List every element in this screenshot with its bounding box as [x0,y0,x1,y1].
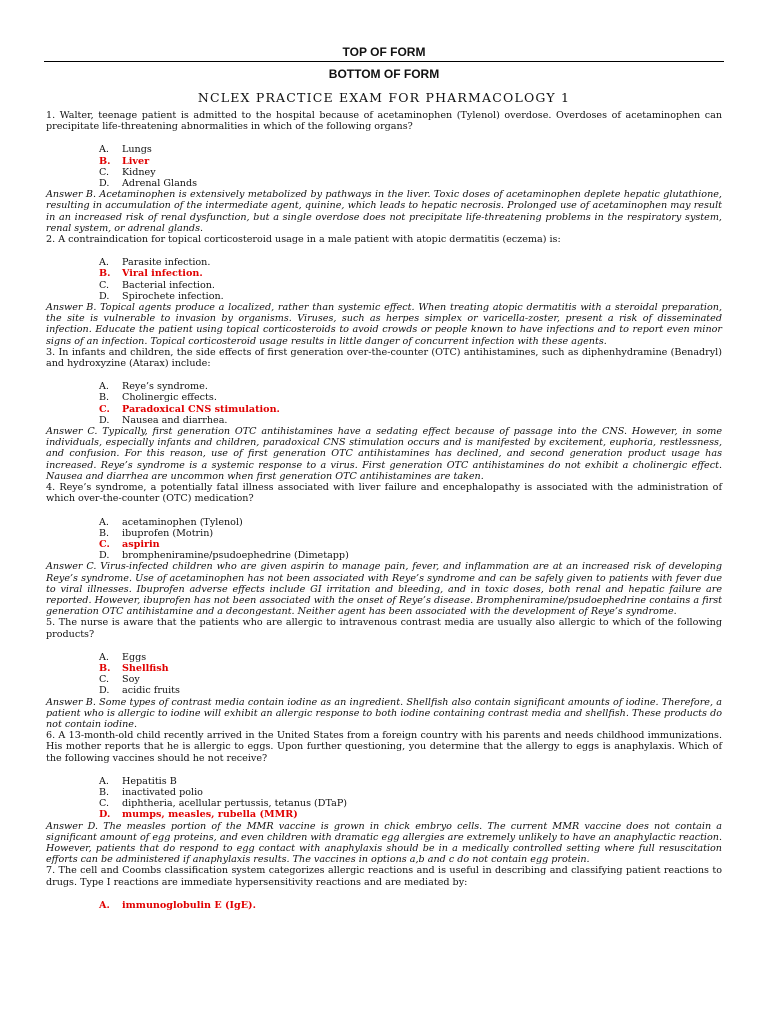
option-letter: C. [99,403,110,415]
option-text: ibuprofen (Motrin) [122,527,214,539]
option-text: Reye’s syndrome. [122,381,208,393]
correct-option [46,268,722,279]
answer-option [46,392,722,403]
correct-option [46,900,722,911]
option-text: brompheniramine/psudoephedrine (Dimetapp) [122,550,349,562]
option-letter: C. [99,798,110,810]
bottom-of-form-label: BOTTOM OF FORM [328,67,440,81]
option-letter: D. [99,809,111,821]
option-text: diphtheria, acellular pertussis, tetanus (DTaP) [122,798,348,810]
option-text: Soy [122,674,140,686]
option-letter: B. [99,155,111,167]
option-letter: A. [99,899,110,911]
option-text: Spirochete infection. [122,290,224,302]
question-block [46,110,722,234]
option-text: Parasite infection. [122,257,211,269]
option-text: immunoglobulin E (IgE). [122,899,256,911]
options-list [46,776,722,821]
option-letter: D. [99,550,110,562]
answer-option [46,381,722,392]
answer-option [46,776,722,787]
option-text: Shellfish [122,662,169,674]
question-block [46,347,722,482]
answer-option [46,787,722,798]
options-list [46,517,722,562]
option-text: Lungs [122,144,152,156]
option-text: mumps, measles, rubella (MMR) [122,809,298,821]
answer-option [46,550,722,561]
questions-container [46,110,722,911]
answer-option [46,178,722,189]
question-text: 1. Walter, teenage patient is admitted to the hospital because of acetaminophen (Tylenol) overdose. Overdoses of acetaminophen can precipitate life-threatening abnormalities in which of the following organs? [46,110,722,133]
answer-option [46,167,722,178]
option-letter: C. [99,166,110,178]
option-text: Adrenal Glands [122,178,198,190]
options-list [46,381,722,426]
answer-option [46,280,722,291]
option-text: Eggs [122,651,147,663]
question-block [46,865,722,911]
option-letter: B. [99,786,110,798]
option-text: Bacterial infection. [122,279,215,291]
options-list [46,257,722,302]
top-of-form-label: TOP OF FORM [342,45,426,59]
option-letter: D. [99,685,110,697]
options-list [46,652,722,697]
exam-title: NCLEX PRACTICE EXAM FOR PHARMACOLOGY 1 [197,90,571,105]
option-letter: A. [99,775,109,787]
option-text: acidic fruits [122,685,180,697]
question-block [46,617,722,730]
question-text: 6. A 13-month-old child recently arrived in the United States from a foreign country with his parents and needs childhood immunizations. His mother reports that he is allergic to eggs. Upon further questioning, you determine that the allergy to eggs is anaphylaxis. Which of the following vaccines should he not receive? [46,730,722,764]
answer-explanation: Answer B. Topical agents produce a localized, rather than systemic effect. When treating atopic dermatitis with a steroidal preparation, the site is vulnerable to invasion by organisms. Viruses, such as herpes simplex or varicella-zoster, present a risk of disseminated infection. Educate the patient using topical corticosteroids to avoid crowds or people known to have infections and to report even minor signs of an infection. Topical corticosteroid usage results in little danger of concurrent infection with these agents. [46,302,722,347]
correct-option [46,156,722,167]
answer-option [46,257,722,268]
option-text: acetaminophen (Tylenol) [122,516,243,528]
option-text: Paradoxical CNS stimulation. [122,403,280,415]
question-block [46,482,722,617]
question-text: 5. The nurse is aware that the patients who are allergic to intravenous contrast media are usually also allergic to which of the following products? [46,617,722,640]
question-block [46,730,722,865]
option-letter: B. [99,527,110,539]
correct-option [46,539,722,550]
answer-option [46,517,722,528]
option-text: Kidney [122,166,156,178]
option-letter: A. [99,516,109,528]
answer-explanation: Answer C. Virus-infected children who are given aspirin to manage pain, fever, and inflammation are at an increased risk of developing Reye’s syndrome. Use of acetaminophen has not been associated with Reye’s syndrome and can be safely given to patients with fever due to viral illnesses. Ibuprofen adverse effects include GI irritation and bleeding, and in toxic doses, both renal and hepatic failure are reported. However, ibuprofen has not been associated with the onset of Reye’s disease. Brompheniramine/psudoephedrine contains a first generation OTC antihistamine and a decongestant. Neither agent has been associated with the development of Reye’s syndrome. [46,561,722,618]
answer-option [46,291,722,302]
answer-explanation: Answer C. Typically, first generation OTC antihistamines have a sedating effect because of passage into the CNS. However, in some individuals, especially infants and children, paradoxical CNS stimulation occurs and is manifested by excitement, euphoria, restlessness, and confusion. For this reason, use of first generation OTC antihistamines has declined, and second generation product usage has increased. Reye’s syndrome is a systemic response to a virus. First generation OTC antihistamines do not exhibit a cholinergic effect. Nausea and diarrhea are uncommon when first generation OTC antihistamines are taken. [46,426,722,482]
answer-option [46,415,722,426]
option-letter: A. [99,651,109,663]
option-letter: C. [99,674,110,686]
question-block [46,234,722,347]
option-text: aspirin [122,538,160,550]
options-list [46,144,722,189]
option-text: Cholinergic effects. [122,392,217,404]
horizontal-rule [44,61,724,62]
answer-option [46,528,722,539]
correct-option [46,809,722,820]
option-text: Hepatitis B [122,775,177,787]
option-text: inactivated polio [122,786,203,798]
option-letter: A. [99,381,109,393]
correct-option [46,663,722,674]
question-text: 7. The cell and Coombs classification system categorizes allergic reactions and is useful in describing and classifying patient reactions to drugs. Type I reactions are immediate hypersensitivity reactions and are mediated by: [46,865,722,888]
answer-option [46,144,722,155]
question-text: 2. A contraindication for topical corticosteroid usage in a male patient with atopic dermatitis (eczema) is: [46,234,561,246]
answer-option [46,652,722,663]
correct-option [46,404,722,415]
option-letter: D. [99,178,110,190]
options-list [46,900,722,911]
answer-option [46,674,722,685]
option-letter: C. [99,538,110,550]
option-letter: D. [99,414,110,426]
question-text: 4. Reye’s syndrome, a potentially fatal illness associated with liver failure and encephalopathy is associated with the administration of which over-the-counter (OTC) medication? [46,482,722,505]
option-letter: A. [99,257,109,269]
option-letter: B. [99,662,111,674]
question-text: 3. In infants and children, the side effects of first generation over-the-counter (OTC) antihistamines, such as diphenhydramine (Benadryl) and hydroxyzine (Atarax) include: [46,346,722,370]
option-letter: C. [99,279,110,291]
option-letter: A. [99,144,109,156]
option-text: Nausea and diarrhea. [122,414,228,426]
answer-option [46,798,722,809]
option-text: Liver [122,155,150,167]
answer-option [46,685,722,696]
answer-explanation: Answer B. Acetaminophen is extensively metabolized by pathways in the liver. Toxic doses of acetaminophen deplete hepatic glutathione, resulting in accumulation of the intermediate agent, quinine, which leads to hepatic necrosis. Prolonged use of acetaminophen may result in an increased risk of renal dysfunction, but a single overdose does not precipitate life-threatening problems in the respiratory system, renal system, or adrenal glands. [46,189,722,234]
option-letter: B. [99,392,110,404]
answer-explanation: Answer B. Some types of contrast media contain iodine as an ingredient. Shellfish also contain significant amounts of iodine. Therefore, a patient who is allergic to iodine will exhibit an allergic response to both iodine containing contrast media and shellfish. These products do not contain iodine. [46,696,722,730]
option-text: Viral infection. [122,268,203,280]
answer-explanation: Answer D. The measles portion of the MMR vaccine is grown in chick embryo cells. The current MMR vaccine does not contain a significant amount of egg proteins, and even children with dramatic egg allergies are extremely unlikely to have an anaphylactic reaction. However, patients that do respond to egg contact with anaphylaxis should be in a medically controlled setting where full resuscitation efforts can be administered if anaphylaxis results. The vaccines in options a,b and c do not contain egg protein. [46,820,722,866]
option-letter: B. [99,268,111,280]
option-letter: D. [99,290,110,302]
